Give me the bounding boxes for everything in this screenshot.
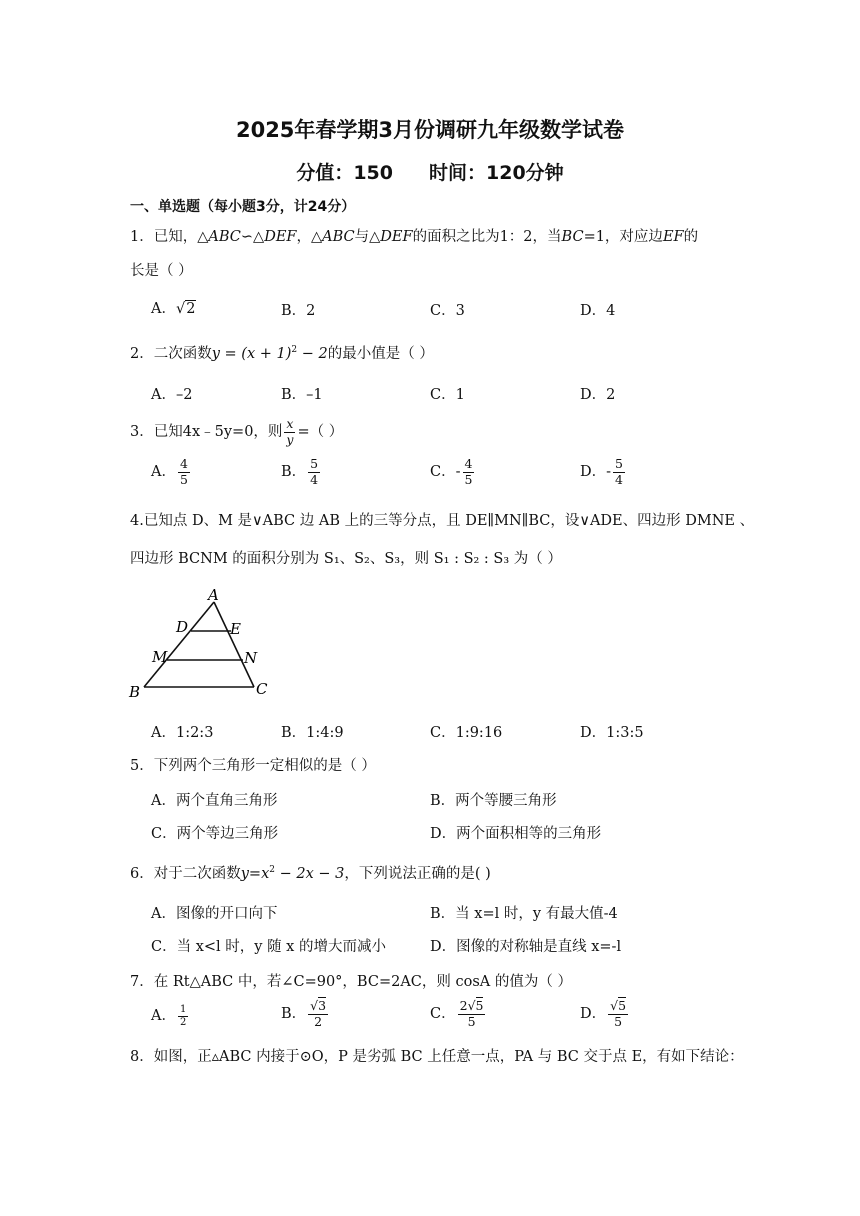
- label-d: D: [176, 618, 189, 636]
- label-a: A: [208, 586, 219, 604]
- q3-option-b: B． $\frac{5}{4}$: [281, 456, 319, 487]
- triangle-figure: [124, 584, 284, 704]
- q2-option-d: D．2: [580, 387, 616, 403]
- q5-option-a: A．两个直角三角形: [151, 793, 278, 809]
- question-2: 2．二次函数$y = (x + 1)^2 - 2$的最小值是（ ）: [130, 345, 434, 362]
- q1-option-d: D．4: [580, 303, 616, 319]
- question-7: 7．在 Rt△ABC 中，若∠C=90°，BC=2AC，则 cosA 的值为（ ）: [130, 974, 572, 990]
- q2-option-b: B．–1: [281, 387, 323, 403]
- question-5: 5．下列两个三角形一定相似的是（ ）: [130, 758, 376, 774]
- q6-option-d: D．图像的对称轴是直线 x=-l: [430, 939, 622, 955]
- q4-option-d: D．1:3:5: [580, 725, 644, 741]
- q3-option-c: C．- $\frac{4}{5}$: [430, 456, 473, 487]
- question-1-line-1: 1．已知，△ABC∽△DEF，△ABC与△DEF的面积之比为1：2，当BC=1，对应边EF的: [130, 229, 699, 245]
- q6-option-c: C．当 x<l 时，y 随 x 的增大而减小: [151, 939, 386, 955]
- q7-option-c: C． $\frac{2√5}{5}$: [430, 998, 484, 1029]
- question-4-line-1: 4.已知点 D、M 是∨ABC 边 AB 上的三等分点，且 DE∥MN∥BC，设∨ADE、四边形 DMNE 、: [130, 513, 755, 529]
- q1-option-a: A．√2: [151, 301, 196, 317]
- q3-option-a: A． $\frac{4}{5}$: [151, 456, 188, 487]
- label-n: N: [244, 649, 258, 667]
- label-m: M: [152, 648, 168, 666]
- question-3: 3．已知4x﹣5y=0，则 $\frac{x}{y}$ =（ ）: [130, 416, 344, 447]
- label-c: C: [256, 680, 268, 698]
- q5-option-c: C．两个等边三角形: [151, 826, 279, 842]
- q3-option-d: D．- $\frac{5}{4}$: [580, 456, 623, 487]
- question-4-line-2: 四边形 BCNM 的面积分别为 S₁、S₂、S₃，则 S₁ : S₂ : S₃ 为（ ）: [130, 551, 562, 567]
- q5-option-d: D．两个面积相等的三角形: [430, 826, 602, 842]
- exam-subtitle: [0, 158, 860, 185]
- q4-option-a: A．1:2:3: [151, 725, 214, 741]
- page-title: 2025年春学期3月份调研九年级数学试卷: [235, 118, 625, 142]
- q7-option-a: A． $\frac{1}{2}$: [151, 1003, 187, 1028]
- q4-option-b: B．1:4:9: [281, 725, 344, 741]
- question-8: 8．如图，正▵ABC 内接于⊙O，P 是劣弧 BC 上任意一点，PA 与 BC 交于点 E，有如下结论：: [130, 1049, 744, 1065]
- q2-option-a: A．–2: [151, 387, 193, 403]
- question-1-line-2: 长是（ ）: [130, 263, 193, 279]
- q4-option-c: C．1:9:16: [430, 725, 503, 741]
- q1-option-c: C．3: [430, 303, 465, 319]
- time-label: 时间：120分钟: [429, 162, 564, 184]
- q2-option-c: C．1: [430, 387, 465, 403]
- section-heading: 一、单选题（每小题3分，计24分）: [130, 199, 356, 215]
- q6-option-a: A．图像的开口向下: [151, 906, 278, 922]
- q7-option-b: B． $\frac{√3}{2}$: [281, 998, 327, 1029]
- label-e: E: [230, 620, 241, 638]
- q6-option-b: B．当 x=l 时，y 有最大值-4: [430, 906, 618, 922]
- score-label: 分值：150: [296, 162, 393, 184]
- q5-option-b: B．两个等腰三角形: [430, 793, 557, 809]
- q1-option-b: B．2: [281, 303, 316, 319]
- q7-option-d: D． $\frac{√5}{5}$: [580, 998, 627, 1029]
- question-6: 6．对于二次函数$y=x^2 - 2x - 3$，下列说法正确的是( ): [130, 865, 491, 882]
- label-b: B: [129, 683, 141, 701]
